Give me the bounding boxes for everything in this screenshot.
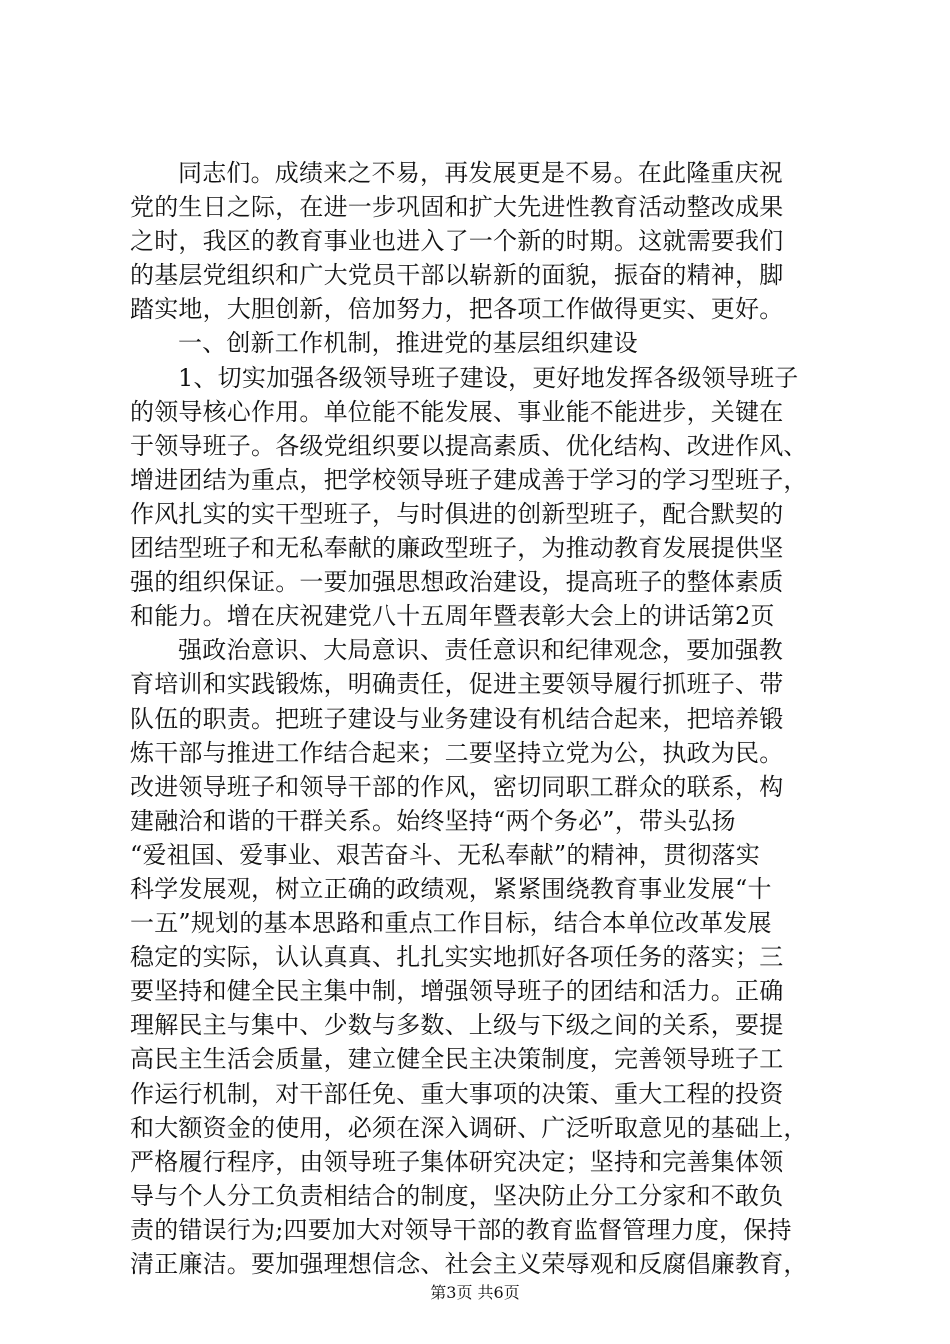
body-text bbox=[130, 156, 850, 1281]
text-line: 严格履行程序，由领导班子集体研究决定；坚持和完善集体领 bbox=[130, 1147, 784, 1176]
text-line: 炼干部与推进工作结合起来；二要坚持立党为公，执政为民。 bbox=[130, 738, 784, 767]
text-line: 要坚持和健全民主集中制，增强领导班子的团结和活力。正确 bbox=[130, 977, 784, 1006]
text-line: 高民主生活会质量，建立健全民主决策制度，完善领导班子工 bbox=[130, 1045, 784, 1074]
text-line: 一五”规划的基本思路和重点工作目标，结合本单位改革发展 bbox=[130, 909, 772, 938]
page-number: 第3页 共6页 bbox=[430, 1283, 520, 1302]
text-line: 增进团结为重点，把学校领导班子建成善于学习的学习型班子， bbox=[130, 465, 808, 494]
text-line: 队伍的职责。把班子建设与业务建设有机结合起来，把培养锻 bbox=[130, 704, 784, 733]
text-line: “爱祖国、爱事业、艰苦奋斗、无私奉献”的精神，贯彻落实 bbox=[130, 840, 760, 869]
section-heading: 一、创新工作机制，推进党的基层组织建设 bbox=[178, 329, 638, 358]
text-line: 的基层党组织和广大党员干部以崭新的面貌，振奋的精神，脚 bbox=[130, 261, 784, 290]
text-line: 和能力。增在庆祝建党八十五周年暨表彰大会上的讲话第2页 bbox=[130, 602, 775, 631]
text-line: 改进领导班子和领导干部的作风，密切同职工群众的联系，构 bbox=[130, 772, 784, 801]
text-line: 的领导核心作用。单位能不能发展、事业能不能进步，关键在 bbox=[130, 397, 784, 426]
text-line: 党的生日之际，在进一步巩固和扩大先进性教育活动整改成果 bbox=[130, 193, 784, 222]
text-line: 和大额资金的使用，必须在深入调研、广泛听取意见的基础上， bbox=[130, 1113, 808, 1142]
text-line: 科学发展观，树立正确的政绩观，紧紧围绕教育事业发展“十 bbox=[130, 874, 772, 903]
text-line: 团结型班子和无私奉献的廉政型班子，为推动教育发展提供坚 bbox=[130, 534, 784, 563]
text-line: 建融洽和谐的干群关系。始终坚持“两个务必”，带头弘扬 bbox=[130, 806, 736, 835]
text-line: 1、切实加强各级领导班子建设，更好地发挥各级领导班子 bbox=[178, 363, 799, 392]
text-line: 踏实地，大胆创新，倍加努力，把各项工作做得更实、更好。 bbox=[130, 295, 784, 324]
text-line: 强的组织保证。一要加强思想政治建设，提高班子的整体素质 bbox=[130, 568, 784, 597]
text-line: 强政治意识、大局意识、责任意识和纪律观念，要加强教 bbox=[178, 636, 783, 665]
text-line: 育培训和实践锻炼，明确责任，促进主要领导履行抓班子、带 bbox=[130, 670, 784, 699]
text-line: 同志们。成绩来之不易，再发展更是不易。在此隆重庆祝 bbox=[178, 159, 783, 187]
text-line: 导与个人分工负责相结合的制度，坚决防止分工分家和不敢负 bbox=[130, 1181, 784, 1210]
text-line: 理解民主与集中、少数与多数、上级与下级之间的关系，要提 bbox=[130, 1011, 784, 1040]
text-line: 作风扎实的实干型班子，与时俱进的创新型班子，配合默契的 bbox=[130, 499, 784, 528]
text-line: 作运行机制，对干部任免、重大事项的决策、重大工程的投资 bbox=[130, 1079, 784, 1108]
text-line: 于领导班子。各级党组织要以提高素质、优化结构、改进作风、 bbox=[130, 431, 808, 460]
text-line: 稳定的实际，认认真真、扎扎实实地抓好各项任务的落实；三 bbox=[130, 943, 784, 972]
text-line: 责的错误行为;四要加大对领导干部的教育监督管理力度，保持 bbox=[130, 1215, 792, 1244]
text-line: 之时，我区的教育事业也进入了一个新的时期。这就需要我们 bbox=[130, 227, 784, 256]
text-line: 清正廉洁。要加强理想信念、社会主义荣辱观和反腐倡廉教育， bbox=[130, 1250, 808, 1278]
